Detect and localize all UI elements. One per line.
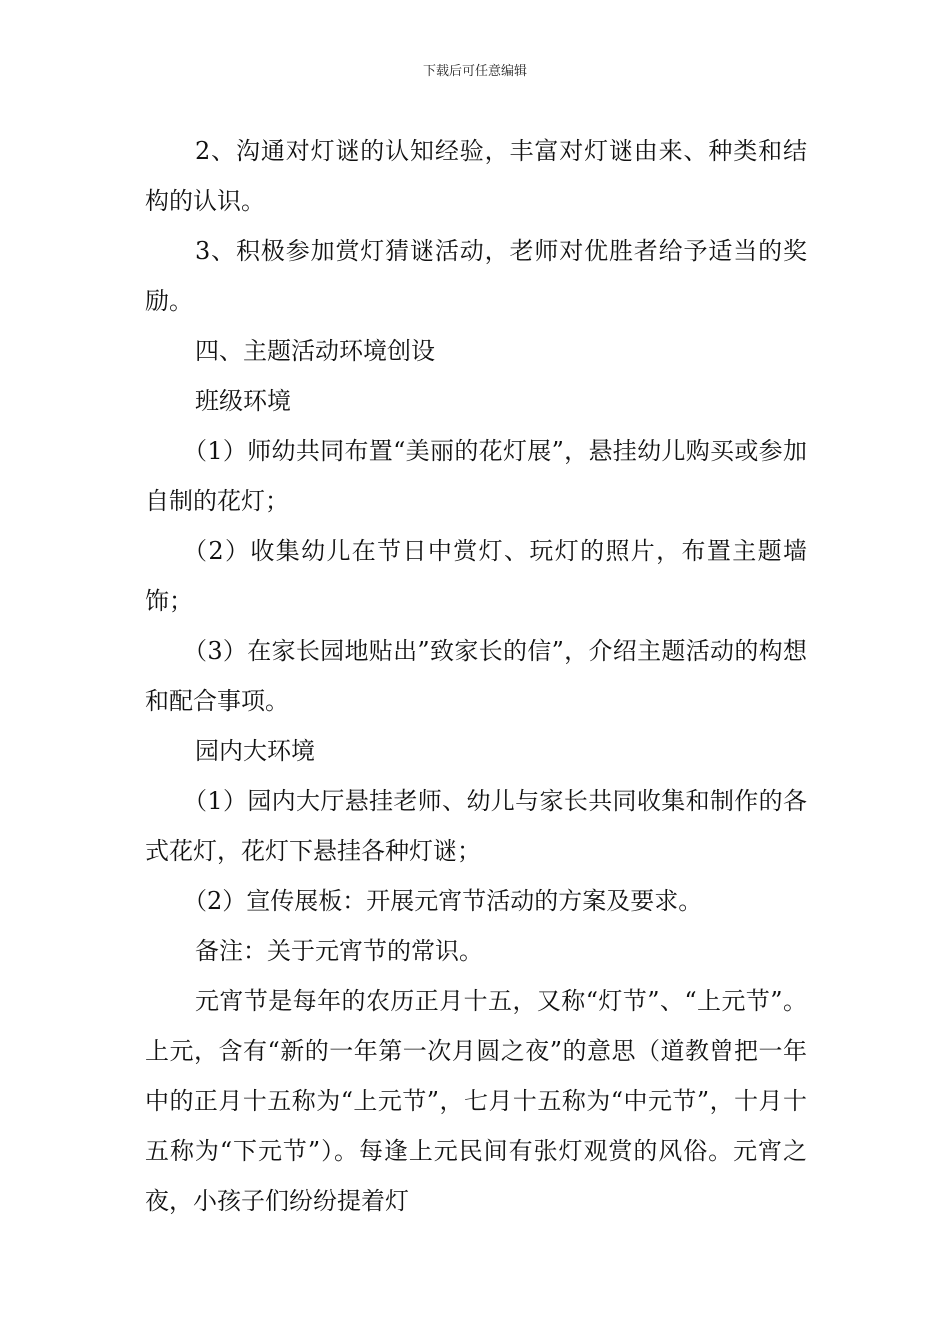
paragraph-objective-2: 2、沟通对灯谜的认知经验，丰富对灯谜由来、种类和结构的认识。 [145,137,807,215]
paragraph-school-item-2: （2）宣传展板：开展元宵节活动的方案及要求。 [183,887,703,915]
paragraph-school-item-1: （1）园内大厅悬挂老师、幼儿与家长共同收集和制作的各式花灯，花灯下悬挂各种灯谜； [145,787,807,865]
section-heading-environment: 四、主题活动环境创设 [195,337,435,365]
paragraph-objective-3: 3、积极参加赏灯猜谜活动，老师对优胜者给予适当的奖励。 [145,237,807,315]
subheading-class-environment: 班级环境 [195,387,291,415]
paragraph-class-item-2: （2）收集幼儿在节日中赏灯、玩灯的照片，布置主题墙饰； [145,537,807,615]
page-header: 下载后可任意编辑 [422,64,527,79]
paragraph-class-item-3: （3）在家长园地贴出”致家长的信”，介绍主题活动的构想和配合事项。 [145,637,807,715]
document-body [145,126,807,1226]
paragraph-class-item-1: （1）师幼共同布置“美丽的花灯展”，悬挂幼儿购买或参加自制的花灯； [145,437,807,515]
paragraph-lantern-festival: 元宵节是每年的农历正月十五，又称“灯节”、“上元节”。上元，含有“新的一年第一次月圆之夜”的意思（道教曾把一年中的正月十五称为“上元节”，七月十五称为“中元节”，十月十五称为“下元节”）。每逢上元民间有张灯观赏的风俗。元宵之夜，小孩子们纷纷提着灯 [145,987,807,1215]
paragraph-note: 备注：关于元宵节的常识。 [195,937,483,965]
subheading-school-environment: 园内大环境 [195,737,315,765]
